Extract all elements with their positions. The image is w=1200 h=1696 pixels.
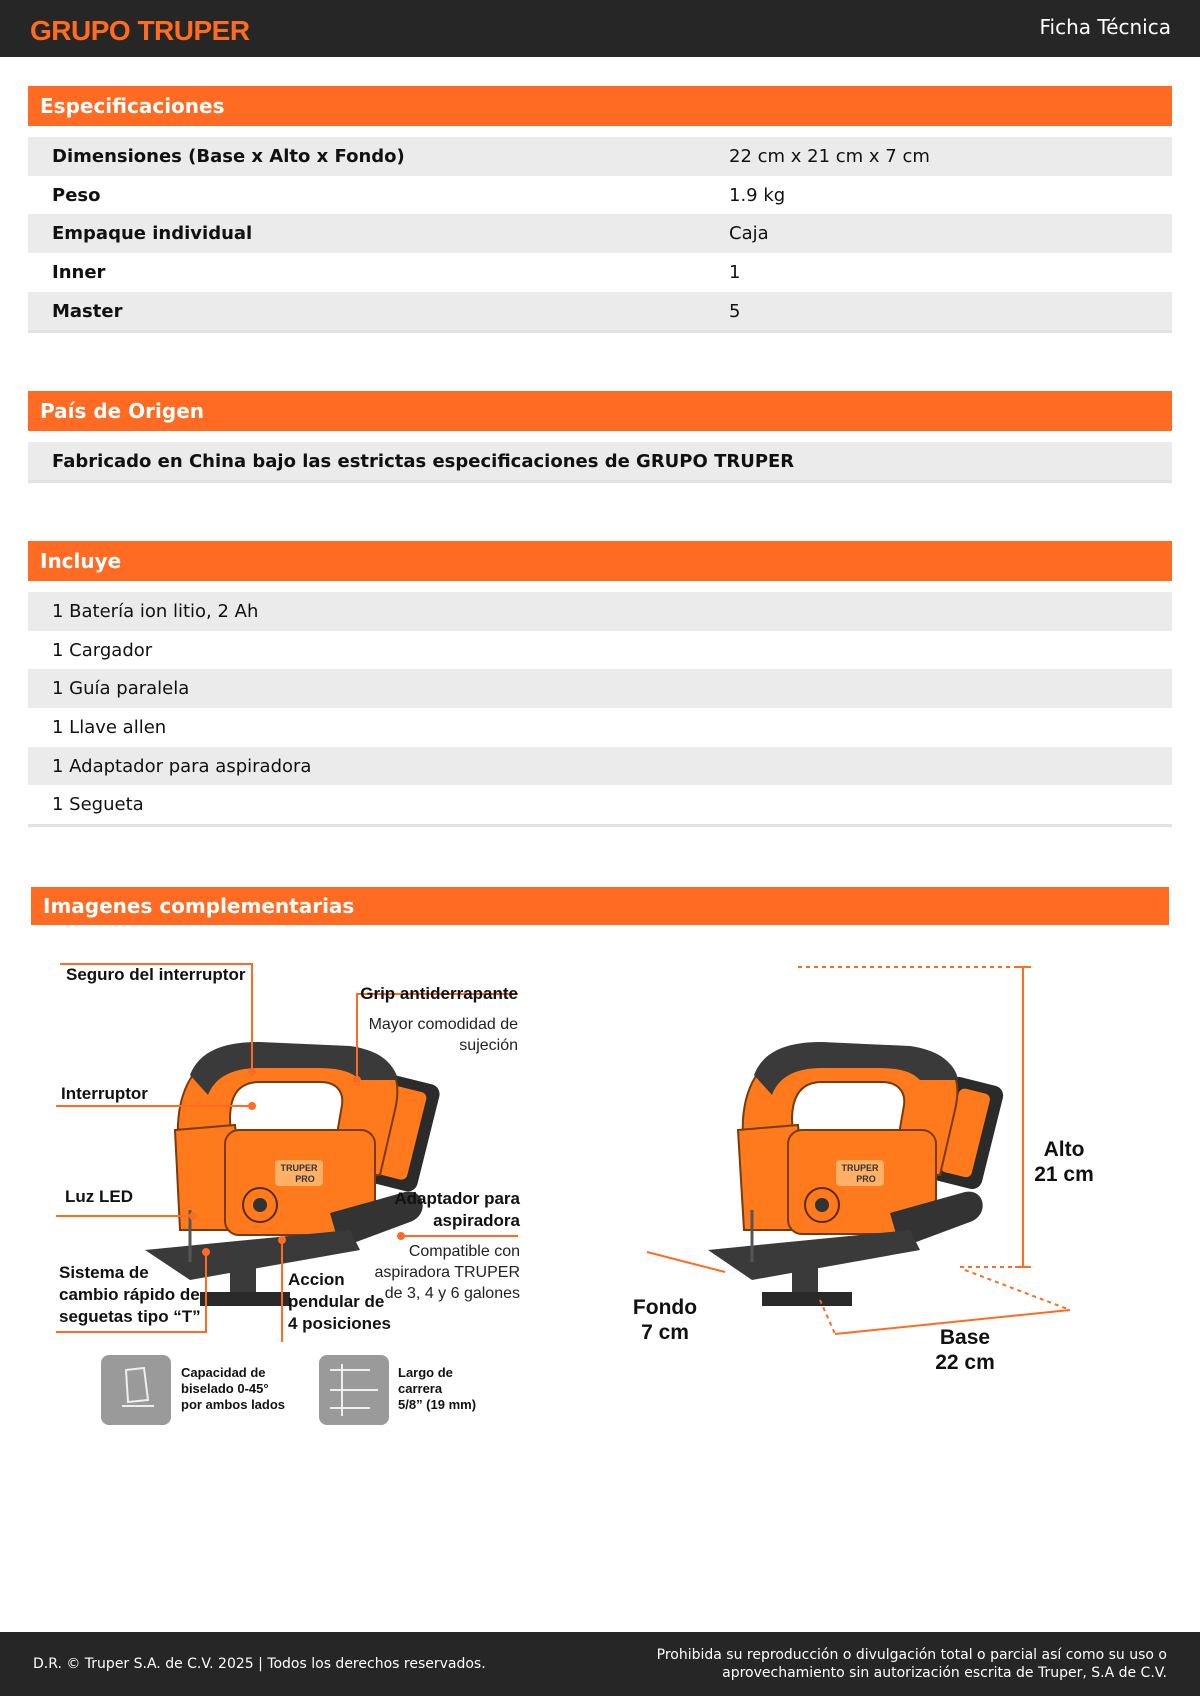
jigsaw-annotated-image [56,964,521,1425]
footer-disclaimer-line: aprovechamiento sin autorización escrita de Truper, S.A de C.V. [722,1665,1167,1681]
spec-label: Master [52,300,123,322]
footer-disclaimer-line: Prohibida su reproducción o divulgación total o parcial así como su uso o [656,1647,1167,1663]
list-item [28,785,1172,824]
spec-value: 1 [729,261,741,283]
list-item [28,669,1172,708]
dimension-alto-value: 21 cm [1034,1163,1094,1186]
callout-accion: pendular de [288,1292,385,1311]
list-item-label: 1 Guía paralela [52,678,190,700]
table-row [28,214,1172,253]
spec-value: 1.9 kg [729,184,786,206]
dimension-fondo-label: Fondo [632,1296,698,1319]
callout-interruptor: Interruptor [61,1084,148,1103]
callout-grip-desc: sujeción [459,1037,518,1054]
callout-grip: Grip antiderrapante [360,984,518,1003]
bevel-text: biselado 0-45° [181,1381,269,1396]
includes-header: Incluye [28,541,1172,581]
callout-compat: de 3, 4 y 6 galones [384,1285,520,1302]
jigsaw-dimensions-image [633,967,1094,1374]
table-row [28,176,1172,215]
dimension-fondo-value: 7 cm [641,1321,689,1344]
origin-text: Fabricado en China bajo las estrictas especificaciones de GRUPO TRUPER [28,442,1172,483]
spec-label: Empaque individual [52,223,253,245]
spec-label: Inner [52,261,106,283]
dimension-base-label: Base [939,1326,991,1349]
callout-compat: Compatible con [408,1243,520,1260]
footer [0,1632,1200,1696]
spec-value: 22 cm x 21 cm x 7 cm [729,145,930,167]
tool-brand-text: PRO [856,1174,876,1184]
document-type: Ficha Técnica [1039,15,1171,39]
list-item-label: 1 Llave allen [52,716,167,738]
tool-brand-text: TRUPER [841,1163,879,1173]
dimension-base-value: 22 cm [935,1351,995,1374]
callout-seguro: Seguro del interruptor [66,965,246,984]
callout-adaptador: Adaptador para [394,1189,520,1208]
bevel-icon [101,1355,171,1425]
product-illustration [30,930,1170,1430]
bevel-text: Capacidad de [181,1365,266,1380]
stroke-text: 5/8” (19 mm) [398,1397,477,1412]
list-item [28,631,1172,670]
dimension-alto-label: Alto [1043,1138,1085,1161]
spec-value: Caja [729,223,769,245]
callout-grip-desc: Mayor comodidad de [368,1016,518,1033]
table-row [28,292,1172,331]
footer-copyright: D.R. © Truper S.A. de C.V. 2025 | Todos los derechos reservados. [33,1656,486,1672]
origin-header: País de Origen [28,391,1172,431]
list-item-label: 1 Cargador [52,639,153,661]
list-item-label: 1 Adaptador para aspiradora [52,755,312,777]
callout-adaptador: aspiradora [433,1211,520,1230]
callout-sistema: seguetas tipo “T” [59,1307,201,1326]
tool-brand-text: TRUPER [280,1163,318,1173]
list-item [28,708,1172,747]
includes-list [28,592,1172,827]
spec-label: Peso [52,184,101,206]
callout-sistema: cambio rápido de [59,1285,200,1304]
images-header: Imagenes complementarias [31,887,1169,925]
list-item [28,592,1172,631]
brand-logo: GRUPO TRUPER [30,15,250,46]
footer-disclaimer [657,1646,1167,1682]
top-bar [0,0,1200,57]
stroke-text: carrera [398,1381,443,1396]
list-item-label: 1 Batería ion litio, 2 Ah [52,600,259,622]
callout-luz: Luz LED [65,1187,133,1206]
product-images [30,930,1170,1430]
stroke-text: Largo de [398,1365,453,1380]
spec-label: Dimensiones (Base x Alto x Fondo) [52,145,405,167]
table-row [28,253,1172,292]
specs-header: Especificaciones [28,86,1172,126]
callout-accion: 4 posiciones [288,1314,391,1333]
callout-compat: aspiradora TRUPER [374,1264,520,1281]
table-row [28,137,1172,176]
tool-brand-text: PRO [295,1174,315,1184]
callout-sistema: Sistema de [59,1263,149,1282]
list-item-label: 1 Segueta [52,794,144,816]
specs-table [28,137,1172,333]
spec-value: 5 [729,300,741,322]
bevel-text: por ambos lados [181,1397,286,1412]
list-item [28,747,1172,786]
callout-accion: Accion [288,1270,345,1289]
